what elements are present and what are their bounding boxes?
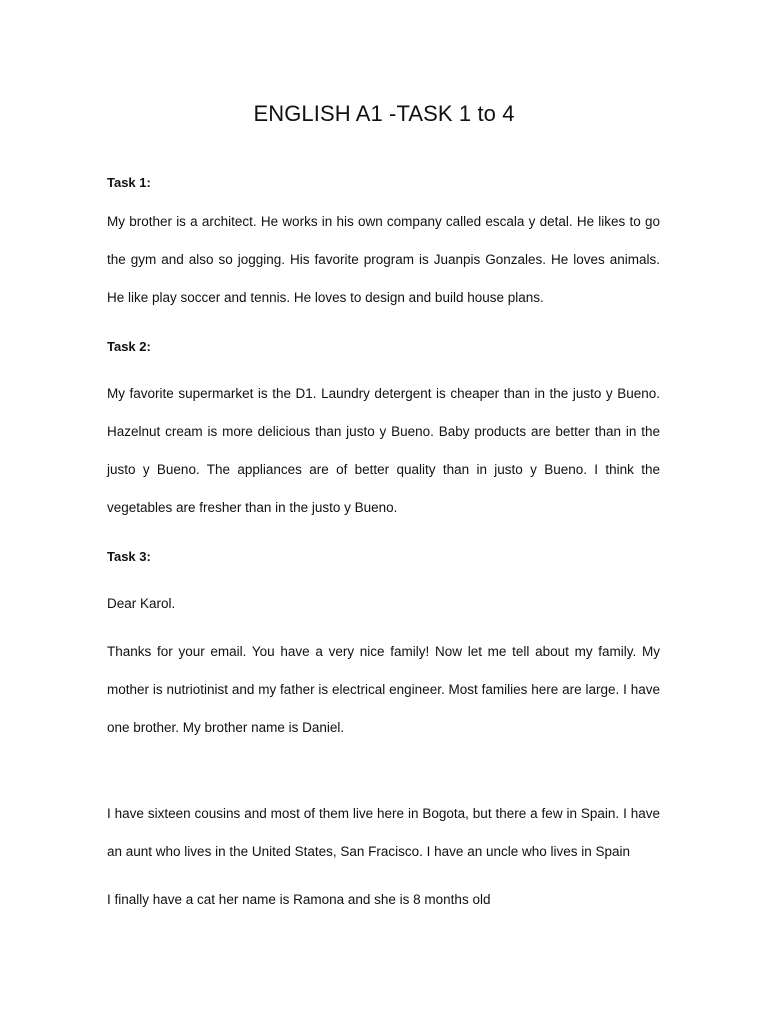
letter-greeting: Dear Karol. <box>107 596 176 611</box>
task2-paragraph: My favorite supermarket is the D1. Laundry detergent is cheaper than in the justo y Bueno. Hazelnut cream is more delicious than justo y Bueno. Baby products are better than in the justo y Bueno. The appliances are of better quality than in justo y Bueno. I think the vegetables are fresher than in the justo y Bueno. <box>107 386 660 515</box>
letter-paragraph-3: I finally have a cat her name is Ramona and she is 8 months old <box>107 892 491 907</box>
document-title: ENGLISH A1 -TASK 1 to 4 <box>253 101 515 126</box>
task2-heading: Task 2: <box>107 339 151 354</box>
task1-paragraph: My brother is a architect. He works in his own company called escala y detal. He likes to go the gym and also so jogging. His favorite program is Juanpis Gonzales. He loves animals. He like play soccer and tennis. He loves to design and build house plans. <box>107 214 660 305</box>
task3-heading: Task 3: <box>107 549 151 564</box>
letter-paragraph-2: I have sixteen cousins and most of them live here in Bogota, but there a few in Spain. I have an aunt who lives in the United States, San Fracisco. I have an uncle who lives in Spain <box>107 806 660 859</box>
task1-heading: Task 1: <box>107 175 151 190</box>
letter-paragraph-1: Thanks for your email. You have a very nice family! Now let me tell about my family. My mother is nutriotinist and my father is electrical engineer. Most families here are large. I have one brother. My brother name is Daniel. <box>107 644 660 735</box>
